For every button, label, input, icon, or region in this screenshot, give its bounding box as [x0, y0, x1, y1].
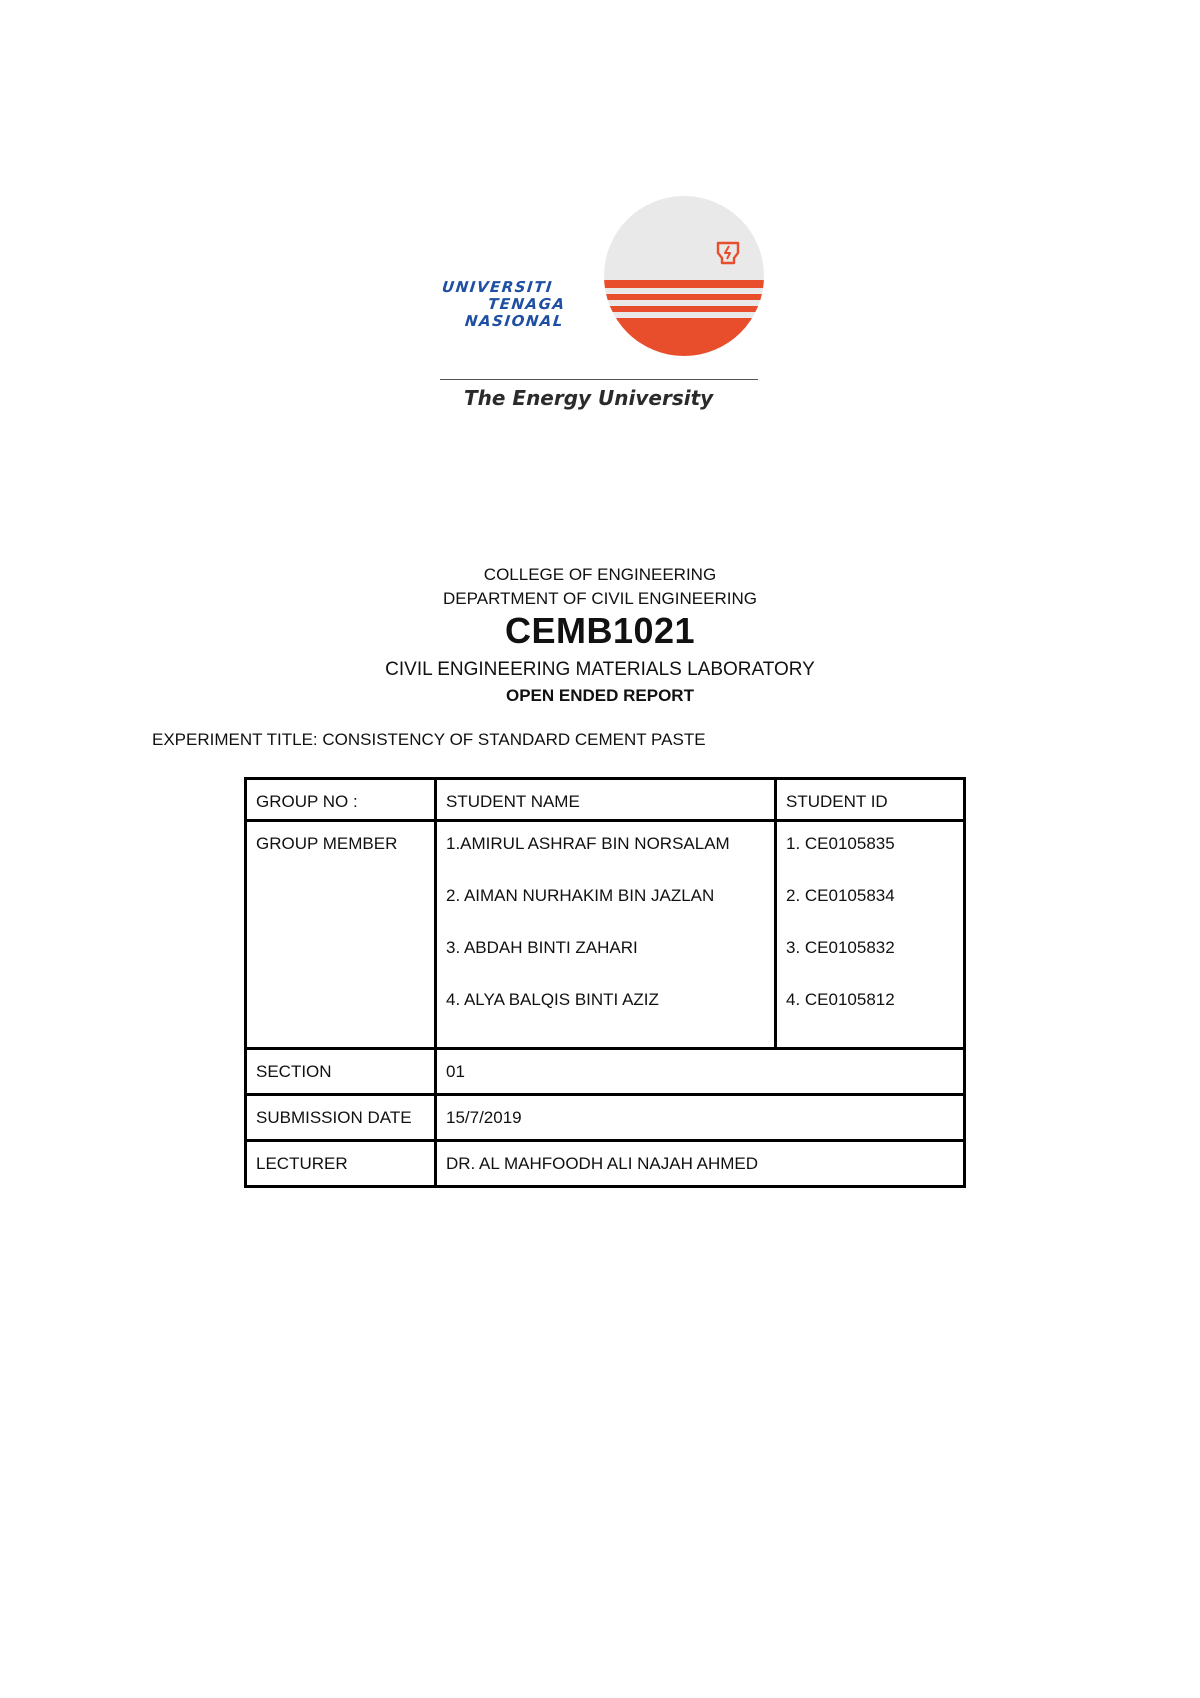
student-name-header: STUDENT NAME [436, 779, 776, 821]
report-type: OPEN ENDED REPORT [506, 686, 694, 705]
table-header-row [246, 779, 965, 821]
submission-date-label: SUBMISSION DATE [246, 1095, 436, 1141]
member-ids-cell [776, 821, 965, 1049]
logo-tagline: The Energy University [464, 386, 714, 410]
college-name: COLLEGE OF ENGINEERING [483, 565, 717, 584]
course-name: CIVIL ENGINEERING MATERIALS LABORATORY [385, 659, 815, 680]
member-id: 1. CE0105835 [786, 834, 895, 853]
lecturer-row [246, 1141, 965, 1187]
group-member-row [246, 821, 965, 1049]
department-name: DEPARTMENT OF CIVIL ENGINEERING [443, 589, 757, 608]
member-id: 2. CE0105834 [786, 886, 895, 905]
member-id: 4. CE0105812 [786, 990, 895, 1009]
group-member-label: GROUP MEMBER [246, 821, 436, 1049]
course-code: CEMB1021 [504, 610, 696, 651]
member-names-cell [436, 821, 776, 1049]
submission-date-row [246, 1095, 965, 1141]
logo-divider [440, 379, 758, 380]
group-no-label: GROUP NO : [246, 779, 436, 821]
submission-date-value: 15/7/2019 [436, 1095, 965, 1141]
group-info-table [244, 777, 966, 1188]
member-name: 3. ABDAH BINTI ZAHARI [446, 938, 638, 957]
member-name: 2. AIMAN NURHAKIM BIN JAZLAN [446, 886, 715, 905]
section-label: SECTION [246, 1049, 436, 1095]
member-id: 3. CE0105832 [786, 938, 895, 957]
section-value: 01 [436, 1049, 965, 1095]
section-row [246, 1049, 965, 1095]
member-name: 1.AMIRUL ASHRAF BIN NORSALAM [446, 834, 730, 853]
university-logo [430, 195, 790, 425]
logo-text-nasional: NASIONAL [464, 312, 566, 330]
logo-text-universiti: UNIVERSITI [441, 278, 554, 296]
student-id-header: STUDENT ID [776, 779, 965, 821]
experiment-title: EXPERIMENT TITLE: CONSISTENCY OF STANDARD CEMENT PASTE [152, 730, 706, 749]
member-name: 4. ALYA BALQIS BINTI AZIZ [446, 990, 659, 1009]
lecturer-value: DR. AL MAHFOODH ALI NAJAH AHMED [436, 1141, 965, 1187]
lecturer-label: LECTURER [246, 1141, 436, 1187]
logo-text-tenaga: TENAGA [487, 295, 567, 313]
